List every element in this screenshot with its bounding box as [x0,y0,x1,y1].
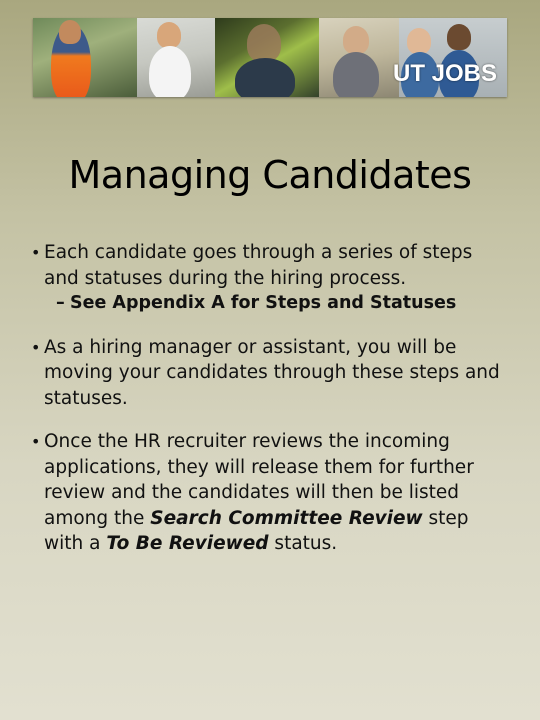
status-name-emphasis: To Be Reviewed [106,533,269,554]
photo-woman-smiling [319,18,399,97]
sub-bullet-appendix [44,291,510,317]
header-banner [33,18,507,97]
step-name-emphasis: Search Committee Review [150,507,423,529]
ut-jobs-logo: UT JOBS [392,60,497,87]
bullet-text-part: Once the HR recruiter reviews the incoming applications, they will release them for further review and the candidates will then be listed among the [44,431,474,529]
bullet-dot-icon: • [31,243,41,262]
sub-bullet-text: See Appendix A for Steps and Statuses [70,293,457,313]
slide-body [30,240,510,575]
bullet-hr-recruiter [30,429,510,557]
dash-icon: – [56,293,65,313]
bullet-text: As a hiring manager or assistant, you will be moving your candidates through these steps and statuses. [44,336,500,409]
bullet-text-part: step with a [44,507,469,554]
bullet-dot-icon: • [31,337,41,357]
bullet-text-part: status. [268,533,338,554]
photo-security-guard [33,18,137,97]
slide-title: Managing Candidates [68,153,472,197]
bullet-dot-icon: • [31,432,41,451]
bullet-hiring-manager [30,335,510,412]
photo-researcher-lab [215,18,319,97]
bullet-candidate-steps [30,240,510,317]
photo-man-with-microscope [137,18,215,97]
bullet-text: Each candidate goes through a series of steps and statuses during the hiring process. [44,242,473,289]
